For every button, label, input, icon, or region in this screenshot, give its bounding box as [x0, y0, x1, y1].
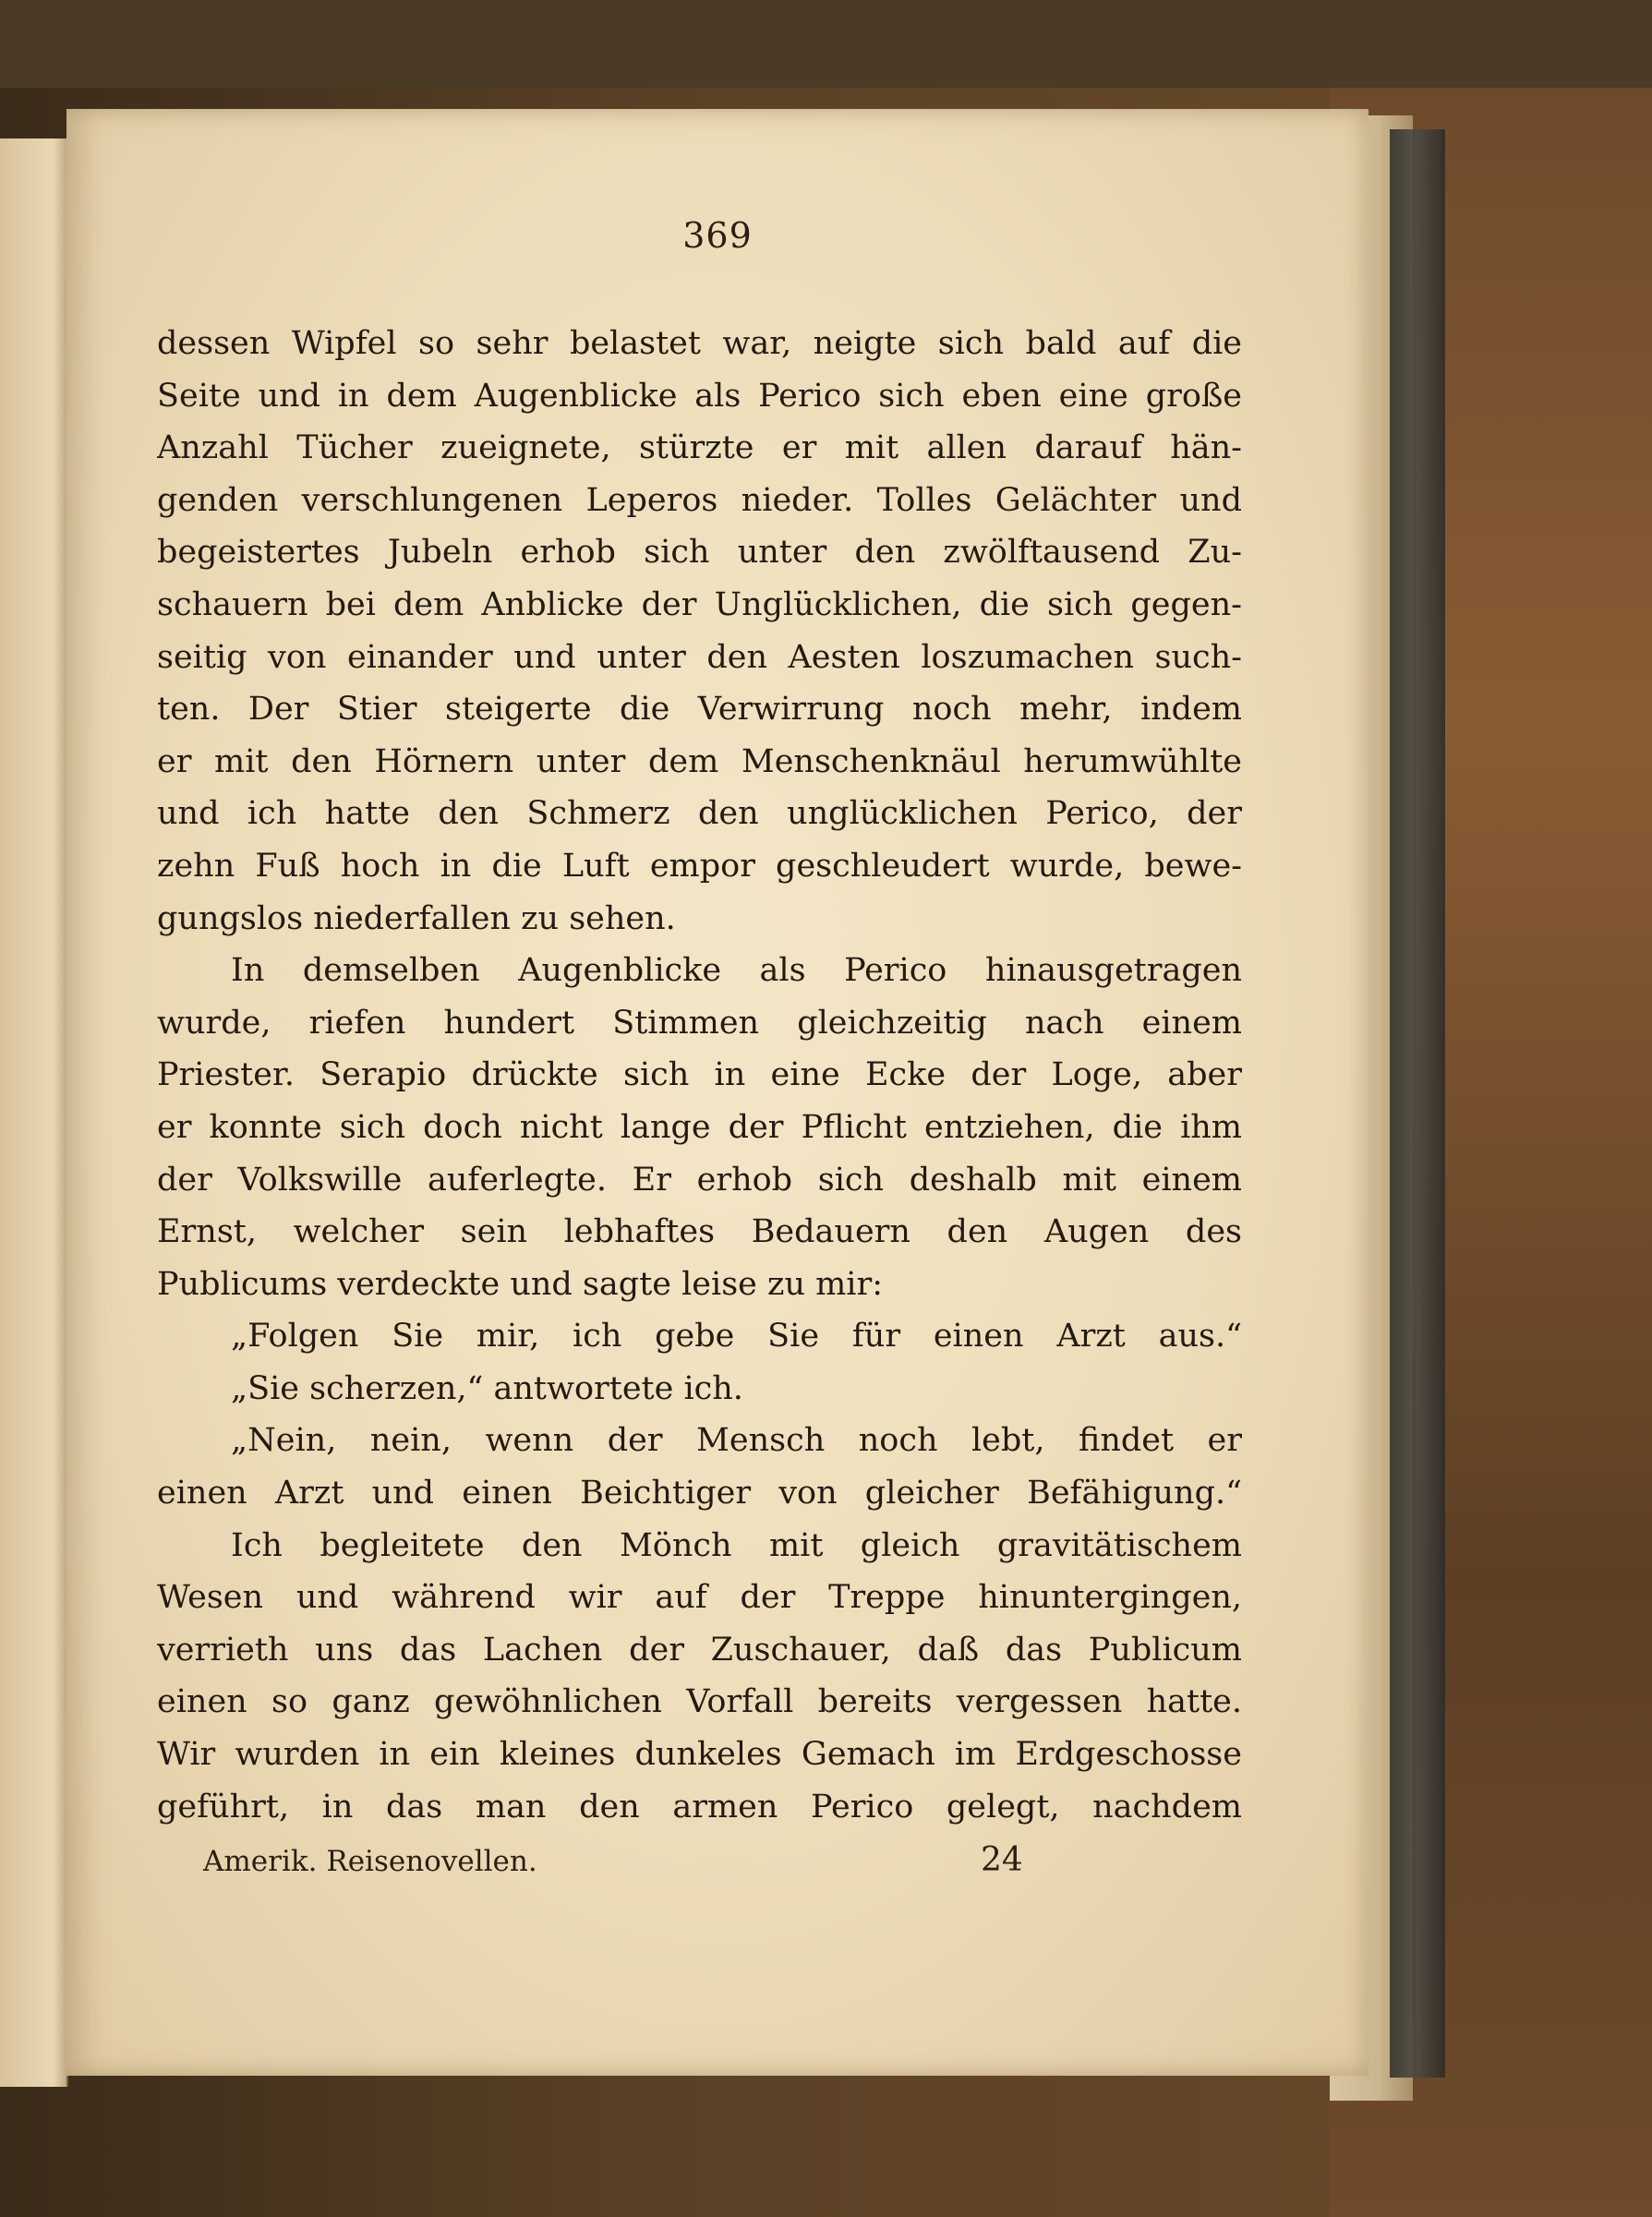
text-line: gungslos niederfallen zu sehen. — [157, 899, 676, 937]
text-line: einen Arzt und einen Beichtiger von gleicher Befähigung.“ — [157, 1475, 1242, 1512]
text-line: und ich hatte den Schmerz den unglücklichen Perico, der — [157, 795, 1242, 833]
text-line: Wir wurden in ein kleines dunkeles Gemach im Erdgeschosse — [157, 1736, 1242, 1774]
text-line: dessen Wipfel so sehr belastet war, neigte sich bald auf die — [157, 325, 1242, 362]
text-line: einen so ganz gewöhnlichen Vorfall bereits vergessen hatte. — [157, 1683, 1242, 1721]
text-line: Publicums verdeckte und sagte leise zu mir: — [157, 1265, 884, 1303]
text-line: wurde, riefen hundert Stimmen gleichzeitig nach einem — [157, 1004, 1242, 1042]
text-line: schauern bei dem Anblicke der Unglücklichen, die sich gegen- — [157, 585, 1242, 623]
page-number: 369 — [682, 215, 753, 256]
text-line: Ernst, welcher sein lebhaftes Bedauern den Augen des — [157, 1213, 1242, 1251]
page-footer — [203, 1841, 1219, 1891]
text-line: geführt, in das man den armen Perico gelegt, nachdem — [157, 1788, 1242, 1825]
signature-mark: 24 — [981, 1841, 1023, 1879]
text-line: er mit den Hörnern unter dem Menschenknäul herumwühlte — [157, 742, 1242, 780]
text-line: begeistertes Jubeln erhob sich unter den zwölftausend Zu- — [157, 534, 1242, 572]
body-text — [157, 318, 1242, 1833]
text-line: Anzahl Tücher zueignete, stürzte er mit allen darauf hän- — [157, 429, 1242, 467]
text-line: genden verschlungenen Leperos nieder. Tolles Gelächter und — [157, 481, 1242, 519]
text-line: zehn Fuß hoch in die Luft empor geschleudert wurde, bewe- — [157, 847, 1242, 885]
text-line: In demselben Augenblicke als Perico hinausgetragen — [231, 952, 1242, 990]
text-line: Seite und in dem Augenblicke als Perico sich eben eine große — [157, 377, 1242, 415]
text-line: „Folgen Sie mir, ich gebe Sie für einen Arzt aus.“ — [231, 1318, 1242, 1356]
text-line: seitig von einander und unter den Aesten loszumachen such- — [157, 638, 1242, 676]
text-line: ten. Der Stier steigerte die Verwirrung noch mehr, indem — [157, 691, 1242, 729]
text-line: „Sie scherzen,“ antwortete ich. — [231, 1369, 743, 1407]
text-line: „Nein, nein, wenn der Mensch noch lebt, findet er — [231, 1422, 1242, 1460]
text-line: er konnte sich doch nicht lange der Pflicht entziehen, die ihm — [157, 1108, 1242, 1146]
text-line: verrieth uns das Lachen der Zuschauer, daß das Publicum — [157, 1631, 1242, 1669]
book-page — [66, 109, 1369, 2076]
text-line: der Volkswille auferlegte. Er erhob sich deshalb mit einem — [157, 1161, 1242, 1199]
text-line: Ich begleitete den Mönch mit gleich gravitätischem — [231, 1526, 1242, 1564]
text-line: Priester. Serapio drückte sich in eine Ecke der Loge, aber — [157, 1056, 1242, 1094]
text-line: Wesen und während wir auf der Treppe hinuntergingen, — [157, 1579, 1242, 1617]
facing-page-edge — [0, 139, 68, 2087]
footer-title: Amerik. Reisenovellen. — [203, 1845, 537, 1878]
spine-strip — [1390, 129, 1445, 2078]
